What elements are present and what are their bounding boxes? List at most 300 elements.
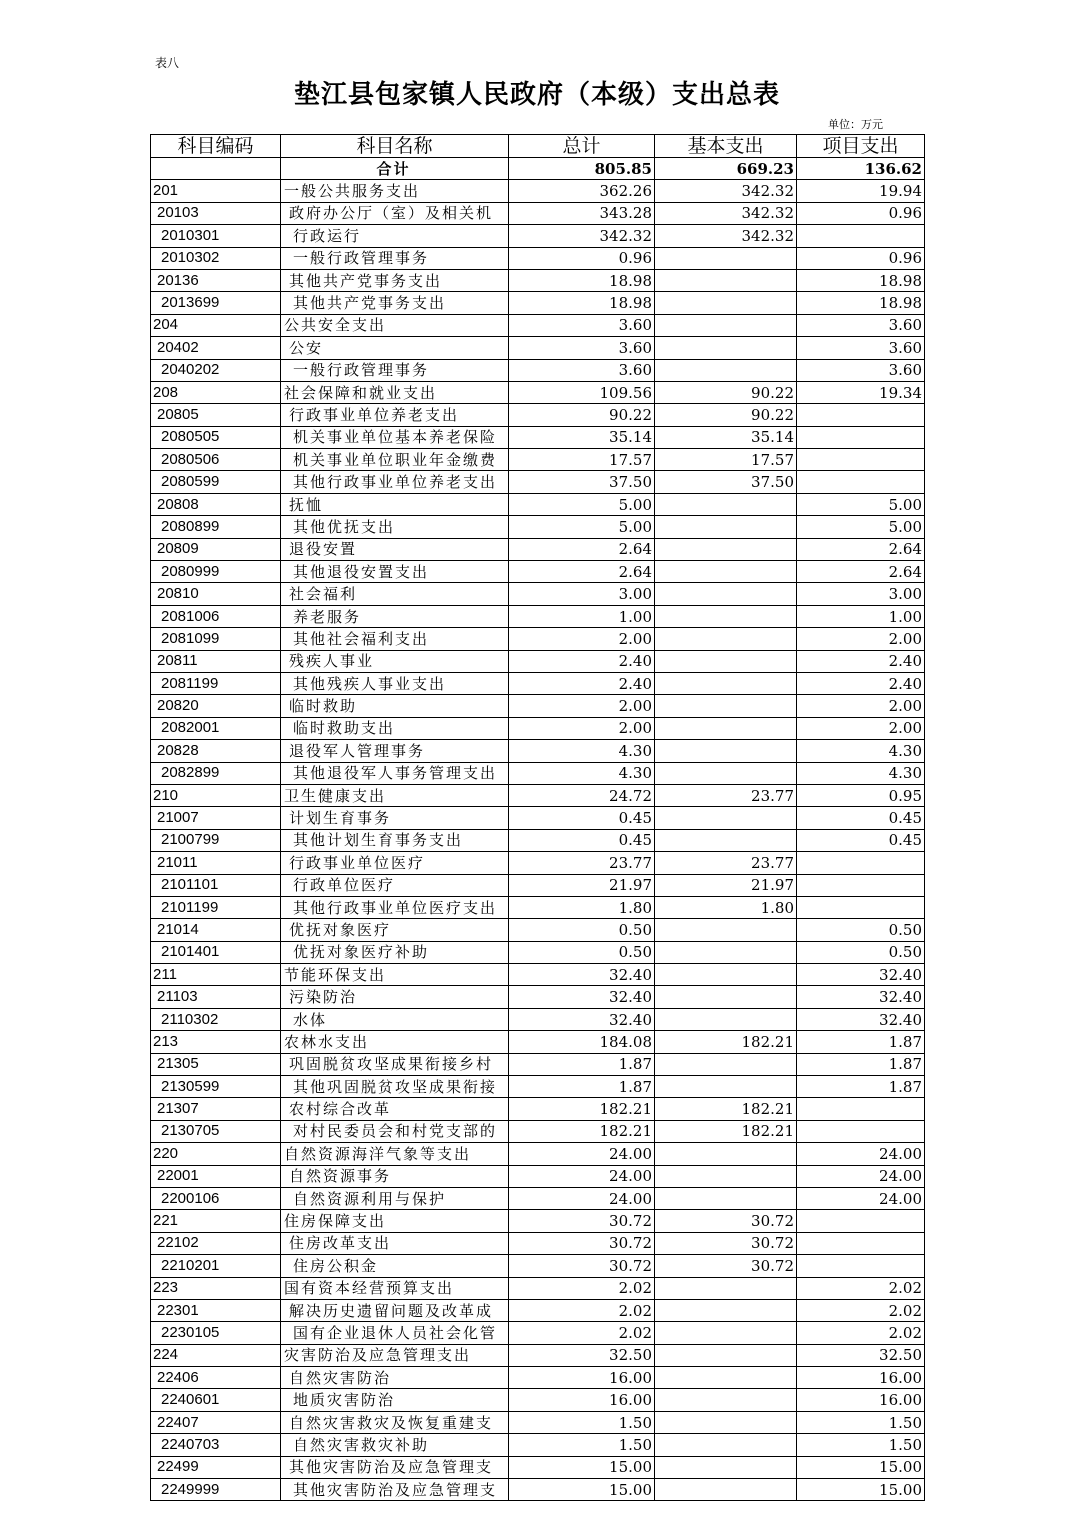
row-project: 32.40	[797, 964, 925, 986]
row-project	[797, 1098, 925, 1120]
row-code: 2010301	[151, 225, 281, 247]
row-basic	[655, 941, 797, 963]
row-name: 其他共产党事务支出	[281, 292, 509, 314]
row-name: 其他计划生育事务支出	[281, 829, 509, 851]
row-name: 一般行政管理事务	[281, 247, 509, 269]
row-basic	[655, 605, 797, 627]
row-project: 0.50	[797, 919, 925, 941]
row-project: 2.00	[797, 717, 925, 739]
row-code: 21011	[151, 852, 281, 874]
row-project: 3.60	[797, 337, 925, 359]
table-row	[151, 1322, 925, 1344]
row-basic: 182.21	[655, 1031, 797, 1053]
table-row	[151, 337, 925, 359]
row-basic: 342.32	[655, 225, 797, 247]
table-row	[151, 1411, 925, 1433]
total-code	[151, 158, 281, 180]
row-basic: 30.72	[655, 1210, 797, 1232]
row-code: 21307	[151, 1098, 281, 1120]
row-basic: 30.72	[655, 1255, 797, 1277]
table-row	[151, 426, 925, 448]
row-total: 2.02	[509, 1322, 655, 1344]
table-row	[151, 717, 925, 739]
row-basic	[655, 247, 797, 269]
row-project: 19.94	[797, 180, 925, 202]
row-name: 解决历史遗留问题及改革成	[281, 1299, 509, 1321]
row-code: 2110302	[151, 1008, 281, 1030]
row-name: 地质灾害防治	[281, 1389, 509, 1411]
table-row	[151, 449, 925, 471]
row-code: 2130599	[151, 1076, 281, 1098]
table-row	[151, 1344, 925, 1366]
table-row	[151, 1434, 925, 1456]
row-code: 204	[151, 314, 281, 336]
row-code: 2101401	[151, 941, 281, 963]
row-name: 政府办公厅（室）及相关机	[281, 202, 509, 224]
table-row	[151, 740, 925, 762]
row-total: 21.97	[509, 874, 655, 896]
total-sum: 805.85	[509, 158, 655, 180]
row-total: 3.00	[509, 583, 655, 605]
row-project: 0.50	[797, 941, 925, 963]
row-basic	[655, 561, 797, 583]
row-basic	[655, 1299, 797, 1321]
row-total: 24.00	[509, 1187, 655, 1209]
row-total: 24.00	[509, 1143, 655, 1165]
total-row	[151, 158, 925, 180]
row-name: 临时救助	[281, 695, 509, 717]
row-name: 退役安置	[281, 538, 509, 560]
row-project: 5.00	[797, 493, 925, 515]
row-project: 2.02	[797, 1299, 925, 1321]
table-row	[151, 986, 925, 1008]
row-total: 1.80	[509, 896, 655, 918]
row-code: 2010302	[151, 247, 281, 269]
row-project	[797, 896, 925, 918]
header-total: 总计	[509, 135, 655, 158]
row-name: 水体	[281, 1008, 509, 1030]
row-code: 2082001	[151, 717, 281, 739]
header-name: 科目名称	[281, 135, 509, 158]
row-project	[797, 225, 925, 247]
table-row	[151, 1479, 925, 1501]
row-name: 公共安全支出	[281, 314, 509, 336]
row-total: 30.72	[509, 1210, 655, 1232]
table-row	[151, 1389, 925, 1411]
row-total: 17.57	[509, 449, 655, 471]
row-basic	[655, 829, 797, 851]
row-name: 抚恤	[281, 493, 509, 515]
row-code: 2130705	[151, 1120, 281, 1142]
table-row	[151, 225, 925, 247]
row-total: 2.00	[509, 628, 655, 650]
row-code: 20810	[151, 583, 281, 605]
row-basic	[655, 807, 797, 829]
table-row	[151, 1255, 925, 1277]
row-code: 22407	[151, 1411, 281, 1433]
table-row	[151, 672, 925, 694]
row-name: 养老服务	[281, 605, 509, 627]
row-name: 其他灾害防治及应急管理支	[281, 1479, 509, 1501]
row-project: 4.30	[797, 740, 925, 762]
row-code: 20402	[151, 337, 281, 359]
row-name: 一般公共服务支出	[281, 180, 509, 202]
row-total: 2.40	[509, 650, 655, 672]
row-total: 2.00	[509, 717, 655, 739]
row-code: 22301	[151, 1299, 281, 1321]
row-total: 0.45	[509, 807, 655, 829]
row-name: 一般行政管理事务	[281, 359, 509, 381]
row-basic	[655, 986, 797, 1008]
row-total: 18.98	[509, 292, 655, 314]
row-name: 自然灾害救灾及恢复重建支	[281, 1411, 509, 1433]
table-row	[151, 1098, 925, 1120]
row-total: 2.64	[509, 538, 655, 560]
row-total: 15.00	[509, 1479, 655, 1501]
table-row	[151, 1299, 925, 1321]
row-name: 自然灾害防治	[281, 1367, 509, 1389]
row-total: 1.87	[509, 1076, 655, 1098]
table-row	[151, 1210, 925, 1232]
row-project	[797, 471, 925, 493]
row-total: 342.32	[509, 225, 655, 247]
table-row	[151, 784, 925, 806]
row-name: 行政运行	[281, 225, 509, 247]
row-total: 109.56	[509, 381, 655, 403]
row-name: 社会福利	[281, 583, 509, 605]
row-code: 2101199	[151, 896, 281, 918]
table-row	[151, 852, 925, 874]
row-total: 3.60	[509, 314, 655, 336]
row-code: 20808	[151, 493, 281, 515]
row-total: 184.08	[509, 1031, 655, 1053]
row-code: 224	[151, 1344, 281, 1366]
row-project: 2.00	[797, 628, 925, 650]
row-name: 对村民委员会和村党支部的	[281, 1120, 509, 1142]
row-project: 18.98	[797, 269, 925, 291]
row-basic	[655, 1076, 797, 1098]
row-basic	[655, 1322, 797, 1344]
row-basic	[655, 964, 797, 986]
row-project	[797, 852, 925, 874]
row-code: 223	[151, 1277, 281, 1299]
row-project: 3.00	[797, 583, 925, 605]
table-header	[151, 135, 925, 158]
row-code: 20828	[151, 740, 281, 762]
row-project	[797, 449, 925, 471]
row-project	[797, 1210, 925, 1232]
row-name: 自然灾害救灾补助	[281, 1434, 509, 1456]
row-name: 住房公积金	[281, 1255, 509, 1277]
row-basic	[655, 672, 797, 694]
table-row	[151, 1367, 925, 1389]
row-project: 24.00	[797, 1165, 925, 1187]
row-name: 自然资源海洋气象等支出	[281, 1143, 509, 1165]
row-total: 32.40	[509, 1008, 655, 1030]
row-project: 0.96	[797, 202, 925, 224]
table-row	[151, 695, 925, 717]
row-basic	[655, 292, 797, 314]
row-project	[797, 1232, 925, 1254]
row-total: 362.26	[509, 180, 655, 202]
table-row	[151, 874, 925, 896]
row-total: 4.30	[509, 762, 655, 784]
row-name: 残疾人事业	[281, 650, 509, 672]
row-total: 4.30	[509, 740, 655, 762]
row-project	[797, 1255, 925, 1277]
row-code: 20811	[151, 650, 281, 672]
row-basic	[655, 1143, 797, 1165]
row-total: 23.77	[509, 852, 655, 874]
table-row	[151, 1456, 925, 1478]
row-total: 16.00	[509, 1389, 655, 1411]
table-row	[151, 896, 925, 918]
table-row	[151, 919, 925, 941]
row-project: 16.00	[797, 1389, 925, 1411]
row-project: 16.00	[797, 1367, 925, 1389]
row-basic: 182.21	[655, 1120, 797, 1142]
row-code: 21305	[151, 1053, 281, 1075]
row-project: 1.00	[797, 605, 925, 627]
table-row	[151, 964, 925, 986]
row-basic	[655, 1187, 797, 1209]
row-project: 15.00	[797, 1479, 925, 1501]
row-total: 15.00	[509, 1456, 655, 1478]
row-basic	[655, 695, 797, 717]
row-total: 5.00	[509, 516, 655, 538]
row-name: 住房保障支出	[281, 1210, 509, 1232]
row-name: 自然资源利用与保护	[281, 1187, 509, 1209]
row-total: 18.98	[509, 269, 655, 291]
row-code: 220	[151, 1143, 281, 1165]
row-code: 21103	[151, 986, 281, 1008]
row-basic	[655, 583, 797, 605]
row-name: 其他行政事业单位养老支出	[281, 471, 509, 493]
row-name: 其他残疾人事业支出	[281, 672, 509, 694]
row-code: 2200106	[151, 1187, 281, 1209]
row-total: 16.00	[509, 1367, 655, 1389]
header-basic: 基本支出	[655, 135, 797, 158]
row-name: 公安	[281, 337, 509, 359]
row-code: 211	[151, 964, 281, 986]
row-basic	[655, 1367, 797, 1389]
row-code: 2100799	[151, 829, 281, 851]
row-total: 24.72	[509, 784, 655, 806]
table-row	[151, 247, 925, 269]
row-total: 2.00	[509, 695, 655, 717]
row-total: 90.22	[509, 404, 655, 426]
row-project: 2.00	[797, 695, 925, 717]
row-total: 32.50	[509, 1344, 655, 1366]
table-row	[151, 359, 925, 381]
row-name: 行政单位医疗	[281, 874, 509, 896]
row-code: 2080505	[151, 426, 281, 448]
row-basic	[655, 762, 797, 784]
row-basic	[655, 1165, 797, 1187]
row-name: 国有企业退休人员社会化管	[281, 1322, 509, 1344]
row-basic	[655, 717, 797, 739]
row-code: 20809	[151, 538, 281, 560]
row-code: 208	[151, 381, 281, 403]
row-project: 24.00	[797, 1187, 925, 1209]
row-name: 其他退役军人事务管理支出	[281, 762, 509, 784]
expenditure-table	[150, 134, 925, 1501]
row-basic	[655, 493, 797, 515]
row-code: 2082899	[151, 762, 281, 784]
row-total: 3.60	[509, 359, 655, 381]
row-basic: 342.32	[655, 180, 797, 202]
table-row	[151, 1053, 925, 1075]
row-code: 2013699	[151, 292, 281, 314]
row-basic	[655, 1053, 797, 1075]
table-row	[151, 1143, 925, 1165]
row-code: 2210201	[151, 1255, 281, 1277]
row-basic	[655, 740, 797, 762]
row-name: 优抚对象医疗补助	[281, 941, 509, 963]
header-code: 科目编码	[151, 135, 281, 158]
row-name: 卫生健康支出	[281, 784, 509, 806]
row-project: 2.02	[797, 1322, 925, 1344]
row-project: 32.40	[797, 1008, 925, 1030]
row-code: 213	[151, 1031, 281, 1053]
row-code: 2081199	[151, 672, 281, 694]
row-basic: 1.80	[655, 896, 797, 918]
row-basic: 23.77	[655, 852, 797, 874]
row-total: 182.21	[509, 1098, 655, 1120]
row-code: 2249999	[151, 1479, 281, 1501]
table-row	[151, 180, 925, 202]
row-project: 32.50	[797, 1344, 925, 1366]
row-basic	[655, 516, 797, 538]
table-row	[151, 516, 925, 538]
table-row	[151, 807, 925, 829]
row-project: 0.45	[797, 829, 925, 851]
row-name: 其他巩固脱贫攻坚成果衔接	[281, 1076, 509, 1098]
row-code: 22001	[151, 1165, 281, 1187]
row-basic: 90.22	[655, 381, 797, 403]
row-basic: 35.14	[655, 426, 797, 448]
row-total: 0.45	[509, 829, 655, 851]
total-basic: 669.23	[655, 158, 797, 180]
row-code: 2080506	[151, 449, 281, 471]
row-project: 3.60	[797, 314, 925, 336]
row-total: 1.87	[509, 1053, 655, 1075]
row-total: 32.40	[509, 986, 655, 1008]
row-basic	[655, 1008, 797, 1030]
row-name: 其他退役安置支出	[281, 561, 509, 583]
row-project: 1.50	[797, 1411, 925, 1433]
row-code: 20805	[151, 404, 281, 426]
row-name: 计划生育事务	[281, 807, 509, 829]
row-total: 182.21	[509, 1120, 655, 1142]
row-code: 22102	[151, 1232, 281, 1254]
row-total: 5.00	[509, 493, 655, 515]
row-code: 20103	[151, 202, 281, 224]
row-basic: 342.32	[655, 202, 797, 224]
row-total: 2.64	[509, 561, 655, 583]
row-total: 1.00	[509, 605, 655, 627]
row-project: 5.00	[797, 516, 925, 538]
row-basic: 21.97	[655, 874, 797, 896]
row-basic: 90.22	[655, 404, 797, 426]
row-total: 2.02	[509, 1299, 655, 1321]
row-name: 国有资本经营预算支出	[281, 1277, 509, 1299]
table-row	[151, 650, 925, 672]
row-total: 2.02	[509, 1277, 655, 1299]
row-name: 农林水支出	[281, 1031, 509, 1053]
row-code: 20820	[151, 695, 281, 717]
row-project: 15.00	[797, 1456, 925, 1478]
table-row	[151, 292, 925, 314]
unit-label: 单位：万元	[828, 118, 883, 131]
table-row	[151, 1008, 925, 1030]
row-code: 2101101	[151, 874, 281, 896]
row-name: 节能环保支出	[281, 964, 509, 986]
row-basic	[655, 1411, 797, 1433]
row-basic	[655, 1389, 797, 1411]
row-basic	[655, 359, 797, 381]
page-title: 垫江县包家镇人民政府（本级）支出总表	[293, 80, 780, 110]
table-row	[151, 1165, 925, 1187]
row-basic: 23.77	[655, 784, 797, 806]
row-basic: 182.21	[655, 1098, 797, 1120]
row-name: 住房改革支出	[281, 1232, 509, 1254]
row-name: 机关事业单位职业年金缴费	[281, 449, 509, 471]
row-project: 0.95	[797, 784, 925, 806]
row-code: 21014	[151, 919, 281, 941]
row-project: 0.45	[797, 807, 925, 829]
table-row	[151, 471, 925, 493]
table-row	[151, 561, 925, 583]
row-total: 32.40	[509, 964, 655, 986]
row-project: 1.87	[797, 1031, 925, 1053]
row-project: 1.87	[797, 1076, 925, 1098]
row-total: 0.50	[509, 941, 655, 963]
row-name: 其他共产党事务支出	[281, 269, 509, 291]
row-name: 灾害防治及应急管理支出	[281, 1344, 509, 1366]
total-project: 136.62	[797, 158, 925, 180]
row-basic: 17.57	[655, 449, 797, 471]
row-total: 0.50	[509, 919, 655, 941]
table-row	[151, 1031, 925, 1053]
row-project: 19.34	[797, 381, 925, 403]
row-total: 24.00	[509, 1165, 655, 1187]
row-code: 210	[151, 784, 281, 806]
row-project: 1.87	[797, 1053, 925, 1075]
row-project: 32.40	[797, 986, 925, 1008]
row-code: 2040202	[151, 359, 281, 381]
table-row	[151, 1187, 925, 1209]
table-row	[151, 1277, 925, 1299]
row-code: 2080899	[151, 516, 281, 538]
row-basic: 37.50	[655, 471, 797, 493]
row-project: 4.30	[797, 762, 925, 784]
table-row	[151, 583, 925, 605]
row-total: 30.72	[509, 1255, 655, 1277]
row-name: 污染防治	[281, 986, 509, 1008]
table-row	[151, 269, 925, 291]
row-code: 201	[151, 180, 281, 202]
table-row	[151, 605, 925, 627]
row-code: 2080599	[151, 471, 281, 493]
table-row	[151, 628, 925, 650]
table-row	[151, 404, 925, 426]
row-project	[797, 404, 925, 426]
row-name: 社会保障和就业支出	[281, 381, 509, 403]
row-name: 优抚对象医疗	[281, 919, 509, 941]
table-row	[151, 202, 925, 224]
row-basic	[655, 1479, 797, 1501]
